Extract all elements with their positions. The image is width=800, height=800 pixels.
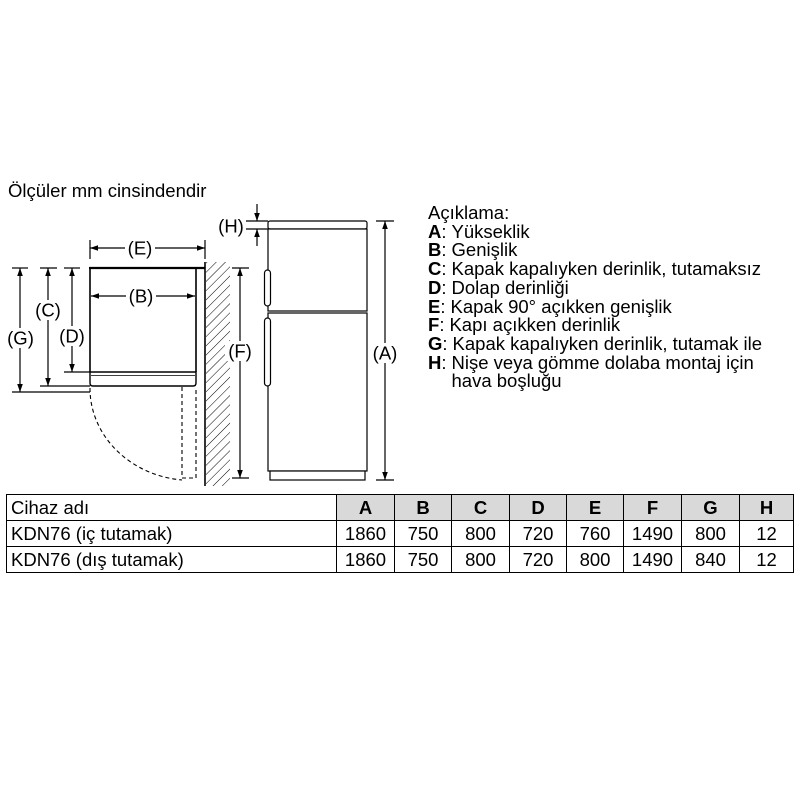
table-cell-c: 800	[452, 547, 510, 573]
legend-key: G :	[428, 335, 448, 354]
freezer-handle	[265, 270, 271, 306]
table-row	[7, 521, 794, 547]
table-header-f: F	[624, 495, 682, 521]
label-h: (H)	[218, 215, 244, 237]
fridge-door	[268, 313, 367, 471]
appliance-body-outline	[90, 268, 196, 372]
legend-key: F :	[428, 316, 444, 335]
table-cell-e: 800	[567, 547, 624, 573]
label-c: (C)	[35, 299, 61, 321]
legend-item	[428, 260, 788, 279]
table-cell-device-name: KDN76 (iç tutamak)	[7, 521, 337, 547]
door-open-outline	[182, 387, 196, 478]
table-cell-a: 1860	[337, 521, 395, 547]
wall-hatch	[206, 262, 230, 486]
table-header-g: G	[682, 495, 740, 521]
legend-key: D :	[428, 279, 447, 298]
legend-text: Dolap derinliği	[451, 276, 569, 298]
label-e: (E)	[127, 237, 153, 259]
legend-item	[428, 332, 788, 354]
table-header-e: E	[567, 495, 624, 521]
legend-text: Kapı açıkken derinlik	[449, 314, 621, 336]
table-header-b: B	[395, 495, 452, 521]
legend-key: C :	[428, 260, 447, 279]
legend-text: Kapak 90° açıkken genişlik	[450, 295, 672, 317]
table-cell-b: 750	[395, 547, 452, 573]
legend-text: Kapak kapalıyken derinlik, tutamak ile	[452, 332, 763, 354]
table-header-device-name: Cihaz adı	[7, 495, 337, 521]
table-header-c: C	[452, 495, 510, 521]
top-view	[12, 237, 249, 486]
table-cell-e: 760	[567, 521, 624, 547]
table-cell-device-name: KDN76 (dış tutamak)	[7, 547, 337, 573]
legend-title: Açıklama:	[428, 202, 510, 223]
legend-text: Genişlik	[451, 239, 518, 261]
table-cell-b: 750	[395, 521, 452, 547]
label-g: (G)	[7, 327, 34, 349]
table-row	[7, 547, 794, 573]
table-cell-c: 800	[452, 521, 510, 547]
appliance-top-cover	[268, 221, 367, 229]
table-header-row	[7, 495, 794, 521]
legend-item	[428, 351, 788, 392]
table-cell-g: 800	[682, 521, 740, 547]
legend-text: Yükseklik	[451, 220, 530, 242]
table-header-a: A	[337, 495, 395, 521]
table-cell-d: 720	[510, 521, 567, 547]
legend	[428, 204, 788, 391]
label-d: (D)	[59, 325, 85, 347]
fridge-handle	[265, 318, 271, 386]
table-cell-h: 12	[740, 521, 794, 547]
freezer-door	[268, 229, 367, 311]
table-cell-a: 1860	[337, 547, 395, 573]
label-a: (A)	[372, 342, 398, 364]
front-view	[265, 221, 368, 480]
table-cell-d: 720	[510, 547, 567, 573]
legend-item	[428, 276, 788, 298]
label-f: (F)	[228, 340, 252, 362]
legend-key: B :	[428, 241, 447, 260]
table-header-h: H	[740, 495, 794, 521]
dimensions-table	[6, 494, 794, 573]
table-cell-f: 1490	[624, 547, 682, 573]
legend-key: A :	[428, 223, 447, 242]
units-note: Ölçüler mm cinsindendir	[8, 180, 207, 201]
table-cell-g: 840	[682, 547, 740, 573]
legend-text: Nişe veya gömme dolaba montaj için hava boşluğu	[451, 351, 754, 392]
table-cell-f: 1490	[624, 521, 682, 547]
door-swing-arc	[90, 388, 182, 480]
table-header-d: D	[510, 495, 567, 521]
appliance-plinth	[270, 471, 365, 480]
table-cell-h: 12	[740, 547, 794, 573]
dimension-diagram	[0, 0, 420, 492]
legend-key: H :	[428, 354, 447, 373]
legend-text: Kapak kapalıyken derinlik, tutamaksız	[451, 258, 762, 280]
door-closed	[90, 372, 196, 386]
label-b: (B)	[128, 285, 154, 307]
legend-key: E :	[428, 298, 445, 317]
